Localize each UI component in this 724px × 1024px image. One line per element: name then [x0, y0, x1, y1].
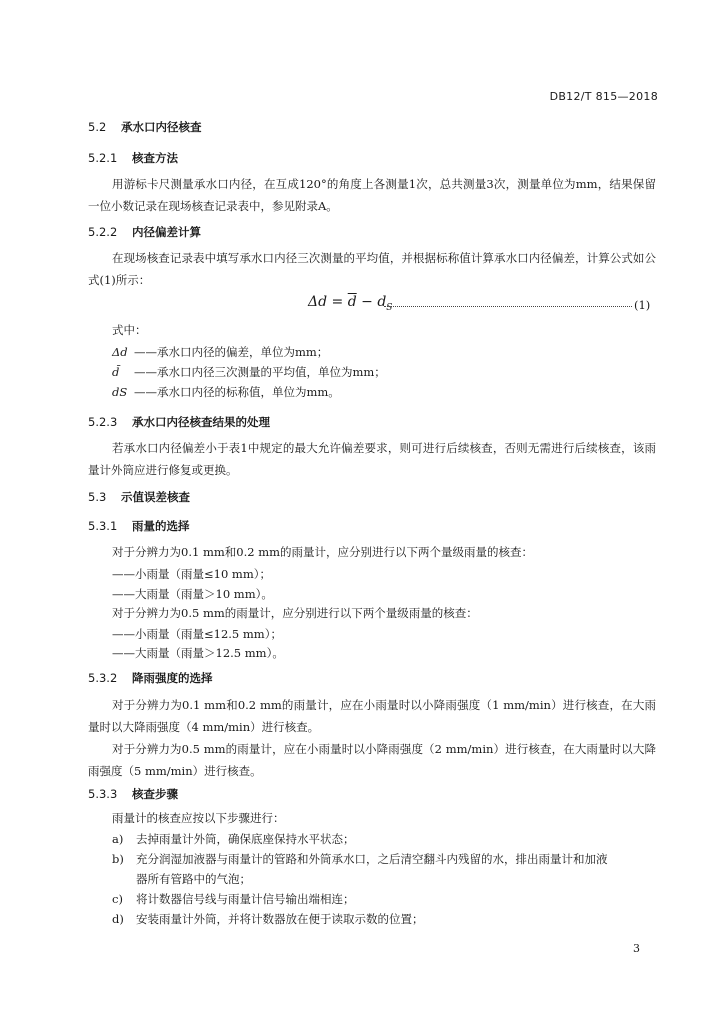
- heading-5-3-2: 5.3.2 降雨强度的选择: [88, 671, 213, 685]
- list-item-continuation: 器所有管路中的气泡；: [136, 872, 251, 886]
- document-code: DB12/T 815—2018: [549, 90, 658, 103]
- heading-5-2-1: 5.2.1 核查方法: [88, 151, 178, 165]
- paragraph-5-2-3: 若承水口内径偏差小于表1中规定的最大允许偏差要求，则可进行后续核查，否则无需进行后续核查，该雨量计外筒应进行修复或更换。: [88, 441, 656, 477]
- paragraph-5-3-2-b: 对于分辨力为0.5 mm的雨量计，应在小雨量时以小降雨强度（2 mm/min）进行核查，在大雨量时以大降雨强度（5 mm/min）进行核查。: [88, 742, 656, 778]
- text-line: 对于分辨力为0.1 mm和0.2 mm的雨量计，应分别进行以下两个量级雨量的核查：: [112, 545, 534, 559]
- heading-5-3-3: 5.3.3 核查步骤: [88, 787, 178, 801]
- paragraph-5-3-2-a: 对于分辨力为0.1 mm和0.2 mm的雨量计，应在小雨量时以小降雨强度（1 mm/min）进行核查，在大雨量时以大降雨强度（4 mm/min）进行核查。: [88, 698, 656, 734]
- where-item: dS ——承水口内径的标称值，单位为mm。: [112, 385, 340, 399]
- heading-5-3-1: 5.3.1 雨量的选择: [88, 519, 190, 533]
- paragraph-5-2-1: 用游标卡尺测量承水口内径，在互成120°的角度上各测量1次，总共测量3次，测量单位为mm，结果保留一位小数记录在现场核查记录表中，参见附录A。: [88, 177, 656, 213]
- formula-1: $\Delta d = \overline{d} - d_S$: [308, 294, 393, 313]
- heading-5-3: 5.3 示值误差核查: [88, 490, 190, 504]
- formula-number: (1): [634, 298, 651, 312]
- list-item: c) 将计数器信号线与雨量计信号输出端相连；: [112, 892, 355, 906]
- list-item: d) 安装雨量计外筒，并将计数器放在便于读取示数的位置；: [112, 912, 424, 926]
- where-intro: 式中：: [112, 323, 147, 337]
- list-item: ——大雨量（雨量＞12.5 mm）。: [112, 646, 284, 660]
- list-item: ——大雨量（雨量＞10 mm）。: [112, 587, 273, 601]
- list-item: b) 充分润湿加液器与雨量计的管路和外筒承水口，之后清空翻斗内残留的水，排出雨量计和加液: [112, 852, 608, 866]
- text-line: 对于分辨力为0.5 mm的雨量计，应分别进行以下两个量级雨量的核查：: [112, 606, 478, 620]
- heading-5-2-3: 5.2.3 承水口内径核查结果的处理: [88, 415, 270, 429]
- heading-5-2: 5.2 承水口内径核查: [88, 120, 202, 134]
- where-item: d̄ ——承水口内径三次测量的平均值，单位为mm；: [112, 365, 386, 379]
- list-item: ——小雨量（雨量≤12.5 mm）；: [112, 627, 282, 641]
- steps-intro: 雨量计的核查应按以下步骤进行：: [112, 811, 285, 825]
- list-item: a) 去掉雨量计外筒，确保底座保持水平状态；: [112, 832, 355, 846]
- where-item: Δd ——承水口内径的偏差，单位为mm；: [112, 345, 329, 359]
- paragraph-5-2-2: 在现场核查记录表中填写承水口内径三次测量的平均值，并根据标称值计算承水口内径偏差，计算公式如公式(1)所示：: [88, 251, 656, 287]
- list-item: ——小雨量（雨量≤10 mm）；: [112, 567, 271, 581]
- formula-leader-dots: [384, 306, 632, 307]
- heading-5-2-2: 5.2.2 内径偏差计算: [88, 225, 201, 239]
- page-number: 3: [633, 942, 640, 955]
